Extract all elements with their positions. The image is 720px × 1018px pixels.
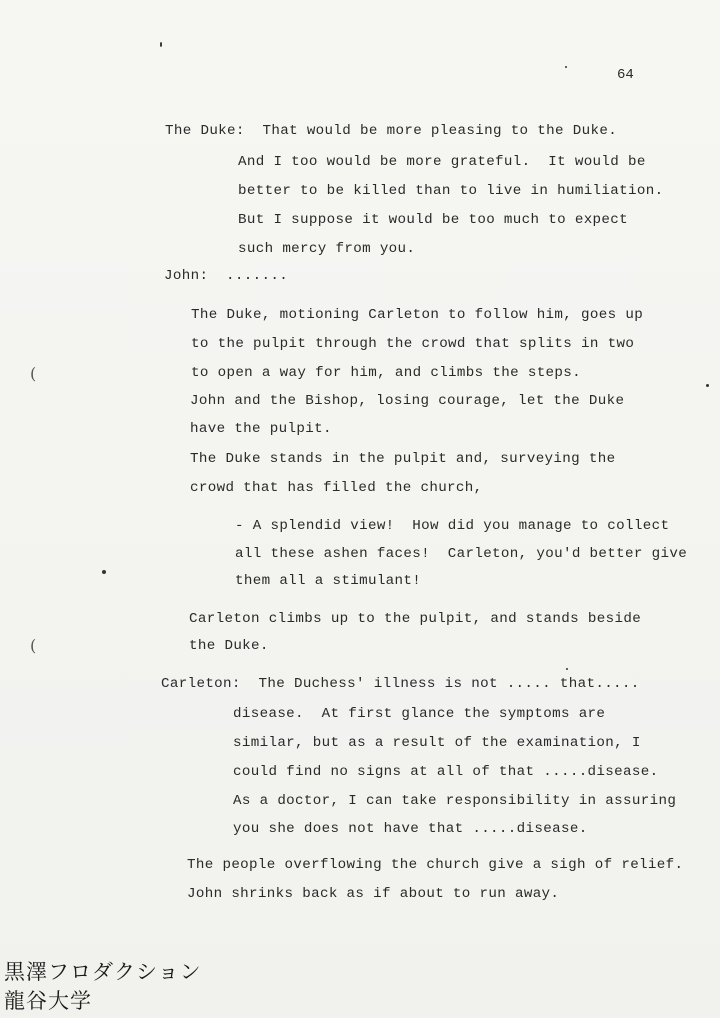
text-line: all these ashen faces! Carleton, you'd better give — [235, 546, 688, 562]
text-line: The Duke, motioning Carleton to follow him, goes up — [191, 307, 644, 323]
margin-mark: ( — [30, 364, 37, 383]
text-line: Carleton: The Duchess' illness is not ..... that..... — [161, 676, 640, 692]
text-line: disease. At first glance the symptoms are — [233, 706, 606, 722]
watermark-line-2: 龍谷大学 — [4, 989, 92, 1013]
text-line: The Duke stands in the pulpit and, surveying the — [190, 451, 616, 467]
text-line: could find no signs at all of that .....disease. — [233, 764, 659, 780]
text-line: have the pulpit. — [190, 421, 332, 437]
text-line: to open a way for him, and climbs the steps. — [191, 365, 582, 381]
watermark — [4, 958, 202, 1016]
text-line: you she does not have that .....disease. — [233, 821, 588, 837]
text-line: similar, but as a result of the examination, I — [233, 735, 641, 751]
scan-speck — [565, 66, 567, 68]
scan-speck — [566, 668, 568, 670]
text-line: John shrinks back as if about to run away. — [187, 886, 560, 902]
text-line: to the pulpit through the crowd that splits in two — [191, 336, 635, 352]
text-line: And I too would be more grateful. It would be — [238, 154, 646, 170]
text-line: John and the Bishop, losing courage, let the Duke — [190, 393, 625, 409]
text-line: the Duke. — [189, 638, 269, 654]
text-line: Carleton climbs up to the pulpit, and stands beside — [189, 611, 642, 627]
watermark-line-1: 黒澤フロダクション — [4, 960, 202, 984]
margin-mark: ( — [30, 636, 37, 655]
text-line: - A splendid view! How did you manage to collect — [235, 518, 670, 534]
scan-speck — [160, 42, 162, 47]
text-line: But I suppose it would be too much to expect — [238, 212, 629, 228]
text-line: better to be killed than to live in humiliation. — [238, 183, 664, 199]
page-number: 64 — [617, 67, 634, 83]
text-line: As a doctor, I can take responsibility in assuring — [233, 793, 677, 809]
text-line: such mercy from you. — [238, 241, 416, 257]
scan-speck — [706, 384, 709, 387]
text-line: The people overflowing the church give a sigh of relief. — [187, 857, 684, 873]
text-line: The Duke: That would be more pleasing to the Duke. — [165, 123, 618, 139]
text-line: crowd that has filled the church, — [190, 480, 483, 496]
text-line: them all a stimulant! — [235, 573, 422, 589]
scan-speck — [102, 570, 106, 574]
text-line: John: ....... — [164, 268, 289, 284]
